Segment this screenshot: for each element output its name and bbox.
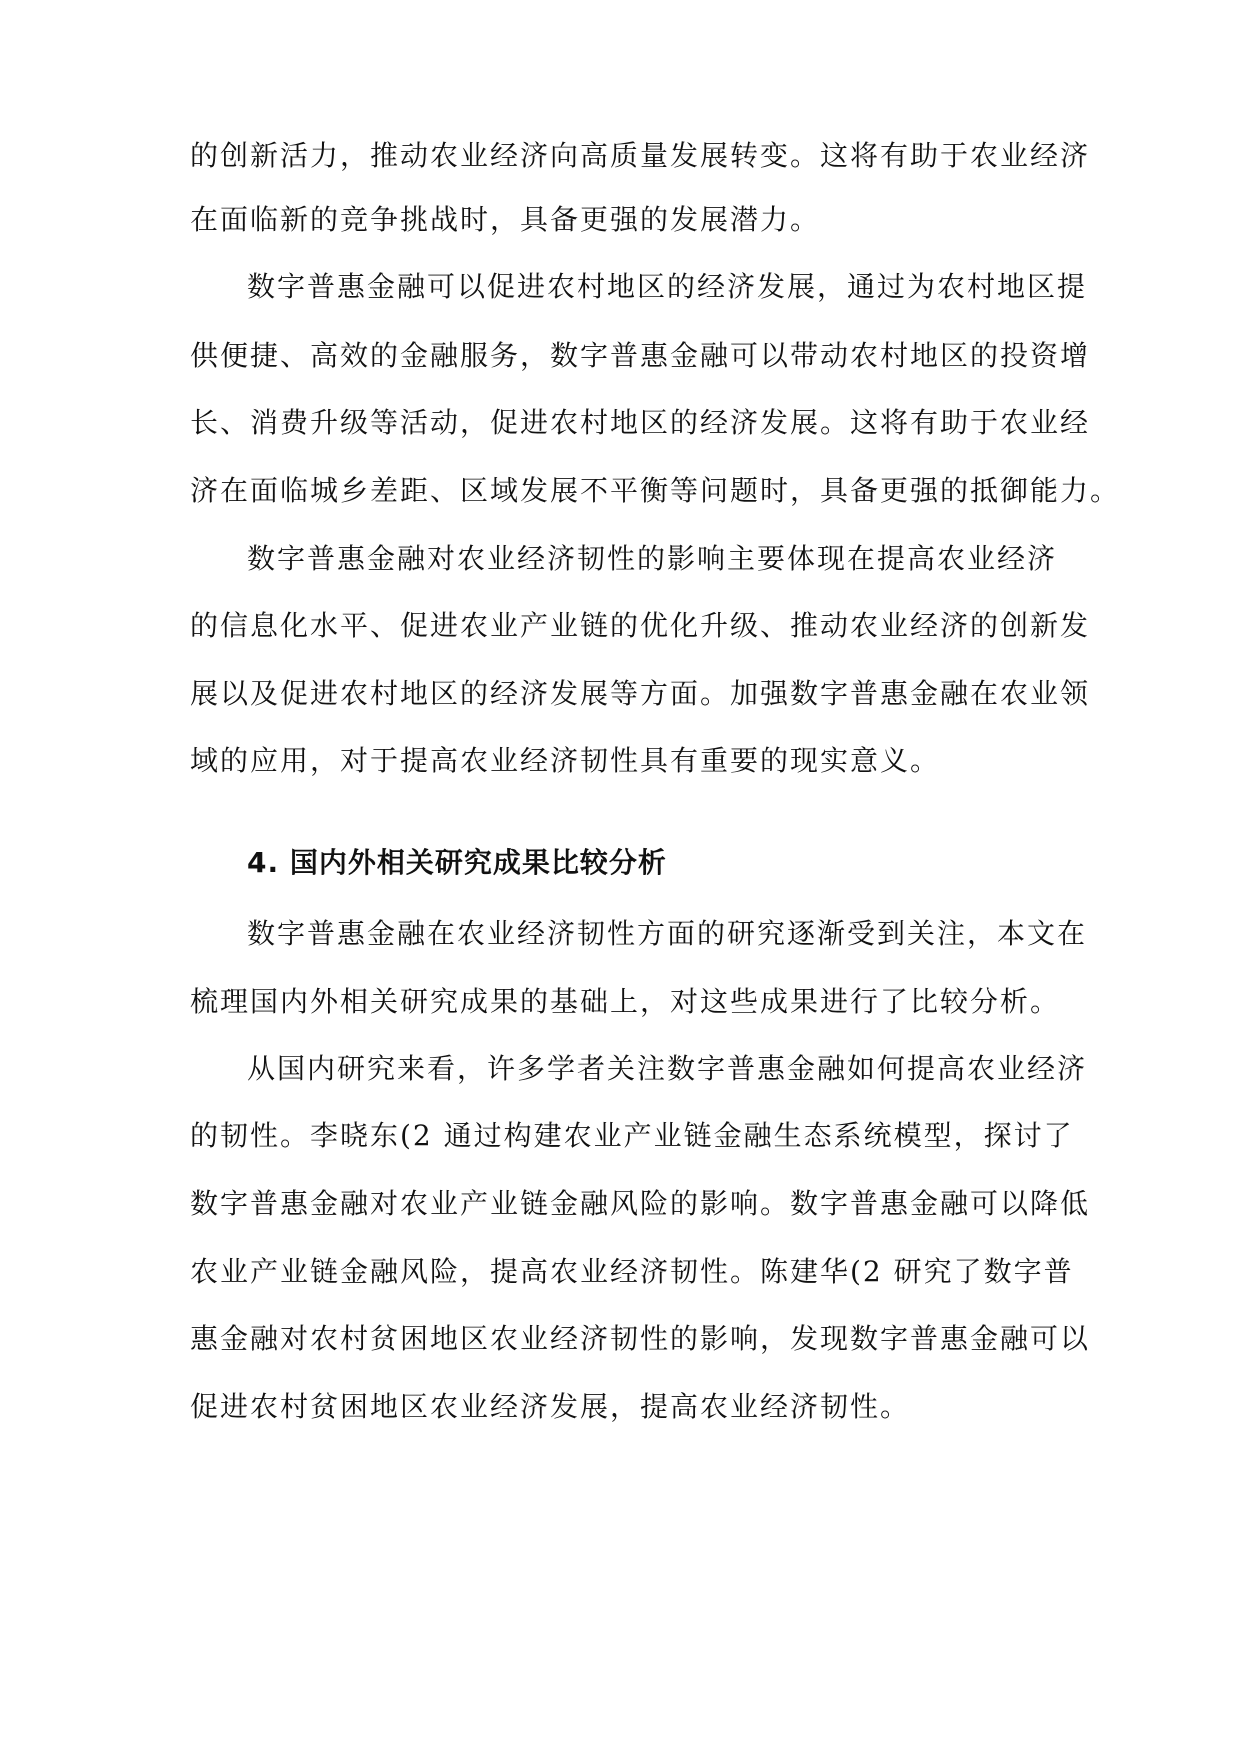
- paragraph-line: 的信息化水平、促进农业产业链的优化升级、推动农业经济的创新发: [190, 609, 1091, 642]
- paragraph-line: 域的应用，对于提高农业经济韧性具有重要的现实意义。: [190, 744, 941, 777]
- paragraph-line: 长、消费升级等活动，促进农村地区的经济发展。这将有助于农业经: [190, 406, 1091, 439]
- paragraph-line: 济在面临城乡差距、区域发展不平衡等问题时，具备更强的抵御能力。: [190, 474, 1121, 507]
- paragraph-line: 供便捷、高效的金融服务，数字普惠金融可以带动农村地区的投资增: [190, 339, 1091, 372]
- section-heading: 4. 国内外相关研究成果比较分析: [247, 846, 667, 879]
- paragraph-line: 促进农村贫困地区农业经济发展，提高农业经济韧性。: [190, 1390, 911, 1423]
- paragraph-line: 数字普惠金融可以促进农村地区的经济发展，通过为农村地区提: [247, 270, 1088, 303]
- paragraph-line: 数字普惠金融在农业经济韧性方面的研究逐渐受到关注，本文在: [247, 917, 1088, 950]
- paragraph-line: 的创新活力，推动农业经济向高质量发展转变。这将有助于农业经济: [190, 139, 1091, 172]
- paragraph-line: 农业产业链金融风险，提高农业经济韧性。陈建华(2 研究了数字普: [190, 1255, 1074, 1288]
- paragraph-line: 梳理国内外相关研究成果的基础上，对这些成果进行了比较分析。: [190, 985, 1061, 1018]
- paragraph-line: 在面临新的竞争挑战时，具备更强的发展潜力。: [190, 203, 821, 236]
- paragraph-line: 数字普惠金融对农业经济韧性的影响主要体现在提高农业经济: [247, 542, 1058, 575]
- paragraph-line: 的韧性。李晓东(2 通过构建农业产业链金融生态系统模型，探讨了: [190, 1119, 1074, 1152]
- paragraph-line: 数字普惠金融对农业产业链金融风险的影响。数字普惠金融可以降低: [190, 1187, 1091, 1220]
- paragraph-line: 从国内研究来看，许多学者关注数字普惠金融如何提高农业经济: [247, 1052, 1088, 1085]
- paragraph-line: 展以及促进农村地区的经济发展等方面。加强数字普惠金融在农业领: [190, 677, 1091, 710]
- paragraph-line: 惠金融对农村贫困地区农业经济韧性的影响，发现数字普惠金融可以: [190, 1322, 1091, 1355]
